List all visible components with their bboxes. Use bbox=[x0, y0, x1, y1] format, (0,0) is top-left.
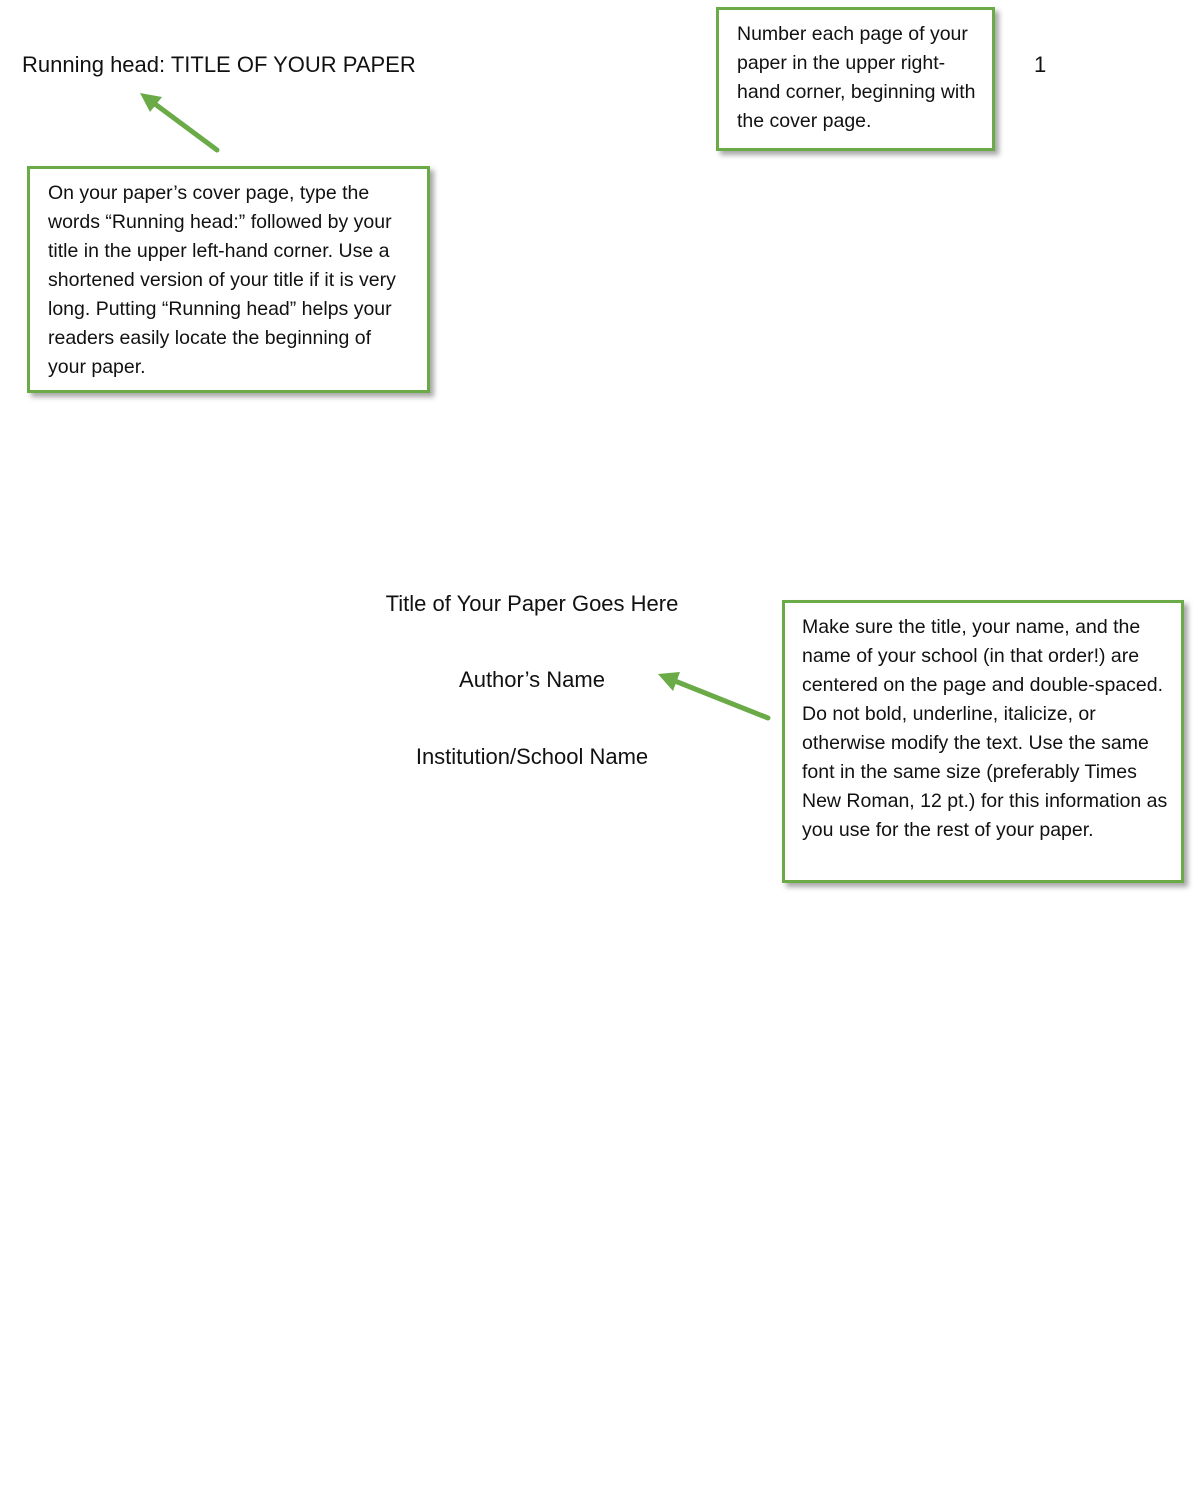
callout-page-number bbox=[716, 7, 995, 151]
running-head: Running head: TITLE OF YOUR PAPER bbox=[22, 52, 416, 77]
institution-name: Institution/School Name bbox=[415, 744, 649, 769]
callout-page-number-text: Number each page of your paper in the upper right-hand corner, beginning with the cover page. bbox=[737, 23, 976, 132]
callout-running-head-text: On your paper’s cover page, type the words “Running head:” followed by your title in the upper left-hand corner. Use a shortened version of your title if it is very long. Putting “Running head” helps your readers easily locate the beginning of your paper. bbox=[48, 182, 396, 378]
page-number: 1 bbox=[1034, 52, 1047, 77]
arrow-to-running-head-icon bbox=[140, 93, 217, 150]
paper-title: Title of Your Paper Goes Here bbox=[385, 591, 679, 616]
callout-running-head bbox=[27, 166, 430, 393]
callout-title-block-text: Make sure the title, your name, and the name of your school (in that order!) are centered on the page and double-spaced. Do not bold, underline, italicize, or otherwise modify the text. Use the same font in the same size (preferably Times New Roman, 12 pt.) for this information as you use for the rest of your paper. bbox=[802, 616, 1168, 841]
author-name: Author’s Name bbox=[459, 667, 605, 692]
callout-title-block bbox=[782, 600, 1184, 883]
